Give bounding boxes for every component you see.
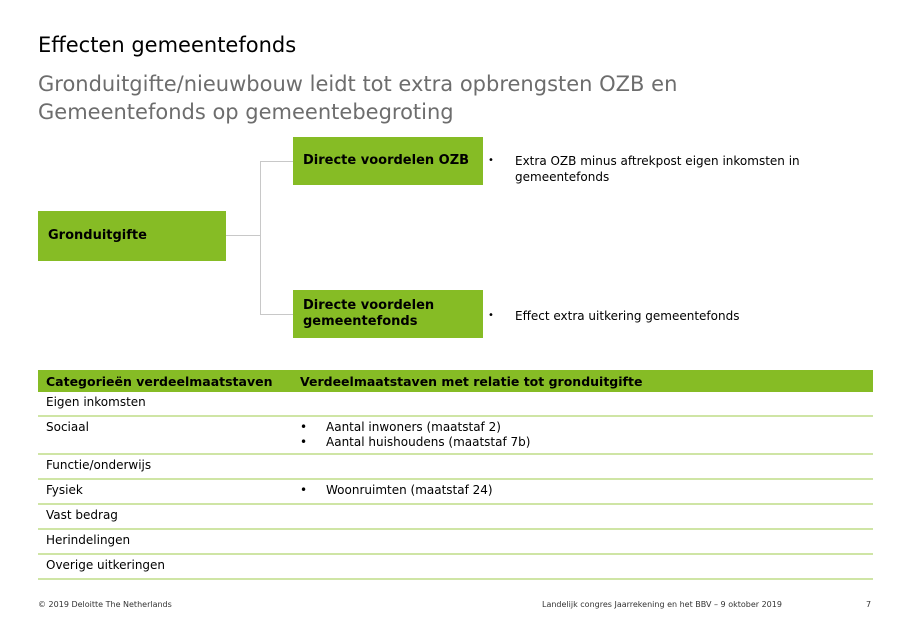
table-row (38, 479, 873, 504)
ozb-description (488, 153, 845, 185)
page-title: Effecten gemeentefonds (38, 33, 297, 57)
list-item: • Aantal inwoners (maatstaf 2) (300, 420, 865, 435)
row-items (292, 416, 873, 454)
bullet-icon: • (488, 310, 494, 321)
connector-ozb (260, 161, 293, 162)
footer-page-number: 7 (866, 600, 872, 609)
row-category: Overige uitkeringen (38, 554, 292, 579)
table-row (38, 416, 873, 454)
table-row (38, 454, 873, 479)
table-header-row (38, 370, 873, 392)
directe-voordelen-ozb-box: Directe voordelen OZB (293, 137, 483, 185)
bullet-icon: • (488, 155, 494, 166)
table-row (38, 529, 873, 554)
row-category: Eigen inkomsten (38, 392, 292, 416)
table-row (38, 554, 873, 579)
directe-voordelen-gemeentefonds-box: Directe voordelen gemeentefonds (293, 290, 483, 338)
gronduitgifte-box: Gronduitgifte (38, 211, 226, 261)
connector-gemeentefonds (260, 314, 293, 315)
row-items (292, 504, 873, 529)
row-category: Vast bedrag (38, 504, 292, 529)
page-subtitle: Gronduitgifte/nieuwbouw leidt tot extra opbrengsten OZB en Gemeentefonds op gemeentebegroting (38, 72, 678, 124)
header-verdeelmaatstaven: Verdeelmaatstaven met relatie tot gronduitgifte (292, 370, 873, 392)
table-row (38, 504, 873, 529)
row-items (292, 554, 873, 579)
verdeelmaatstaven-table (38, 370, 873, 580)
list-item: • Woonruimten (maatstaf 24) (300, 483, 865, 498)
gemeentefonds-description (488, 308, 845, 324)
row-items (292, 392, 873, 416)
header-categorieen: Categorieën verdeelmaatstaven (38, 370, 292, 392)
footer-event: Landelijk congres Jaarrekening en het BBV – 9 oktober 2019 (542, 600, 782, 609)
list-item: • Aantal huishoudens (maatstaf 7b) (300, 435, 865, 450)
row-items (292, 479, 873, 504)
footer-copyright: © 2019 Deloitte The Netherlands (38, 600, 172, 609)
row-items (292, 529, 873, 554)
row-items (292, 454, 873, 479)
connector-vertical (260, 161, 261, 314)
connector-main (226, 235, 260, 236)
row-category: Sociaal (38, 416, 292, 454)
row-category: Herindelingen (38, 529, 292, 554)
table-row (38, 392, 873, 416)
row-category: Fysiek (38, 479, 292, 504)
row-category: Functie/onderwijs (38, 454, 292, 479)
ozb-description-text: Extra OZB minus aftrekpost eigen inkomsten in gemeentefonds (515, 154, 800, 184)
gemeentefonds-description-text: Effect extra uitkering gemeentefonds (515, 309, 740, 323)
